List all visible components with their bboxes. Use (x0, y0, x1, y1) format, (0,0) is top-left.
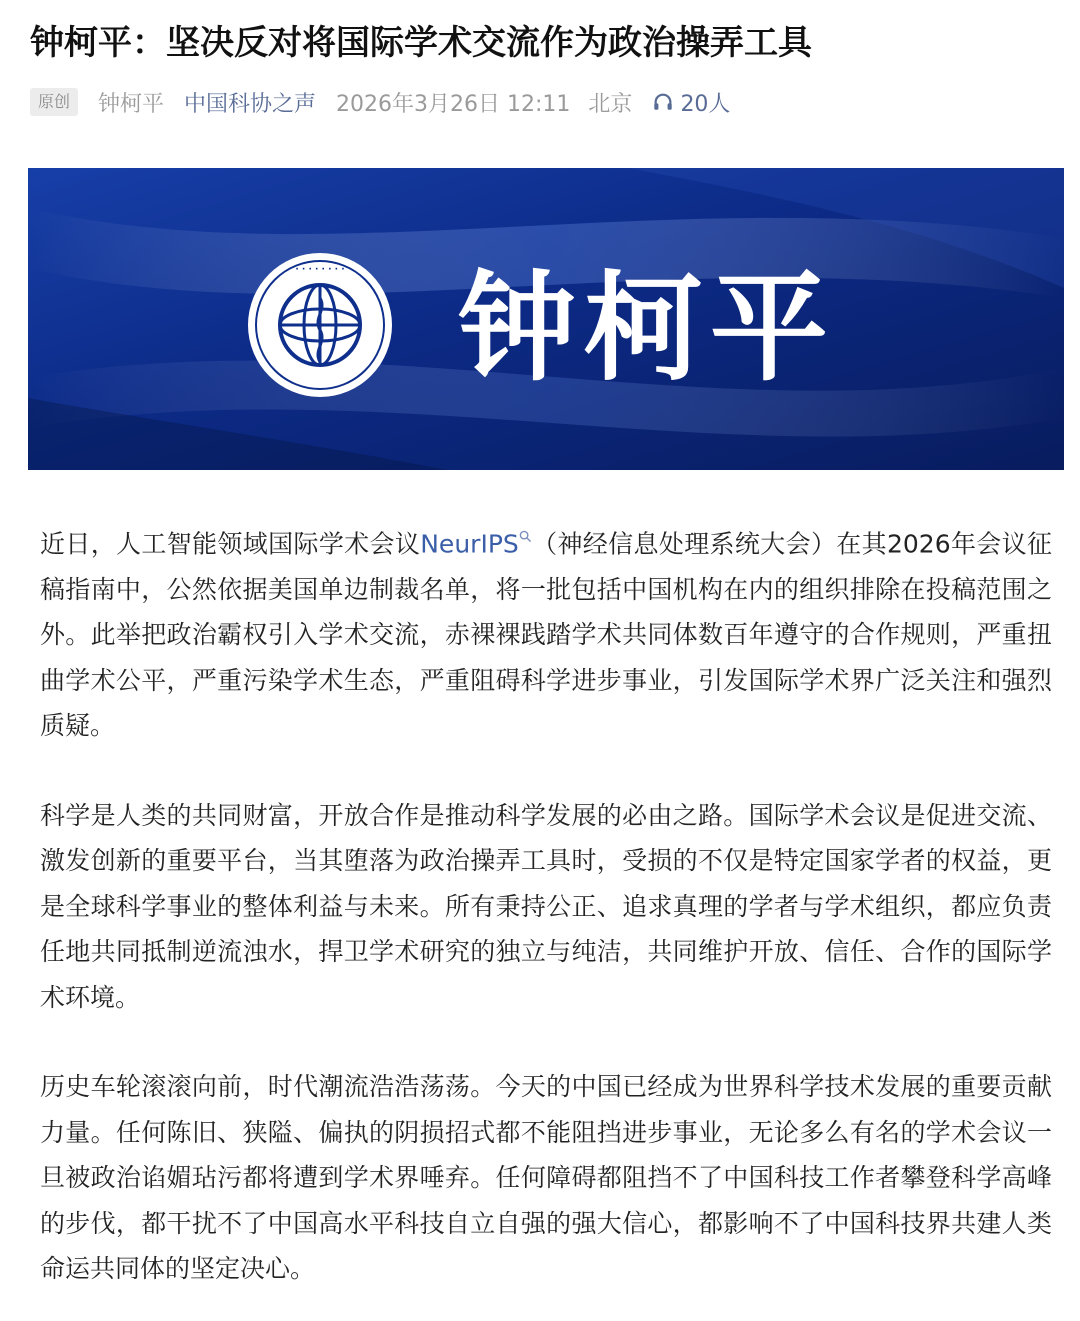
banner-author-name: 钟柯平 (458, 259, 837, 397)
publish-date: 2026年3月26日 12:11 (336, 91, 571, 117)
paragraph-text: （神经信息处理系统大会）在其2026年会议征稿指南中，公然依据美国单边制裁名单，将一批包括中国机构在内的组织排除在投稿范围之外。此举把政治霸权引入学术交流，赤裸裸践踏学术共同体数百年遵守的合作规则，严重扭曲学术公平，严重污染学术生态，严重阻碍科学进步事业，引发国际学术界广泛关注和强烈质疑。 (40, 529, 1053, 741)
paragraph-text: 近日，人工智能领域国际学术会议 (40, 529, 421, 559)
cover-banner (28, 168, 1064, 470)
headphones-icon (652, 91, 674, 113)
author-name: 钟柯平 (98, 91, 165, 117)
article-body (40, 517, 1052, 1321)
search-icon[interactable] (519, 517, 532, 563)
cast-logo-icon (245, 250, 395, 400)
article-title: 钟柯平：坚决反对将国际学术交流作为政治操弄工具 (30, 23, 812, 63)
original-tag: 原创 (30, 88, 78, 116)
paragraph (40, 517, 1052, 749)
neurips-link[interactable]: NeurIPS (420, 529, 519, 559)
listen-button[interactable] (652, 87, 730, 118)
publish-location: 北京 (588, 91, 633, 117)
account-link[interactable]: 中国科协之声 (184, 91, 317, 117)
paragraph: 历史车轮滚滚向前，时代潮流浩浩荡荡。今天的中国已经成为世界科学技术发展的重要贡献力量。任何陈旧、狭隘、偏执的阴损招式都不能阻挡进步事业，无论多么有名的学术会议一旦被政治谄媚玷污都将遭到学术界唾弃。任何障碍都阻挡不了中国科技工作者攀登科学高峰的步伐，都干扰不了中国高水平科技自立自强的强大信心，都影响不了中国科技界共建人类命运共同体的坚定决心。 (40, 1072, 1052, 1284)
article-meta (30, 84, 730, 120)
svg-text:· · · · · · · ·: · · · · · · · · (295, 265, 345, 275)
paragraph: 科学是人类的共同财富，开放合作是推动科学发展的必由之路。国际学术会议是促进交流、激发创新的重要平台，当其堕落为政治操弄工具时，受损的不仅是特定国家学者的权益，更是全球科学事业的整体利益与未来。所有秉持公正、追求真理的学者与学术组织，都应负责任地共同抵制逆流浊水，捍卫学术研究的独立与纯洁，共同维护开放、信任、合作的国际学术环境。 (40, 800, 1052, 1012)
listener-count: 20人 (680, 91, 731, 117)
